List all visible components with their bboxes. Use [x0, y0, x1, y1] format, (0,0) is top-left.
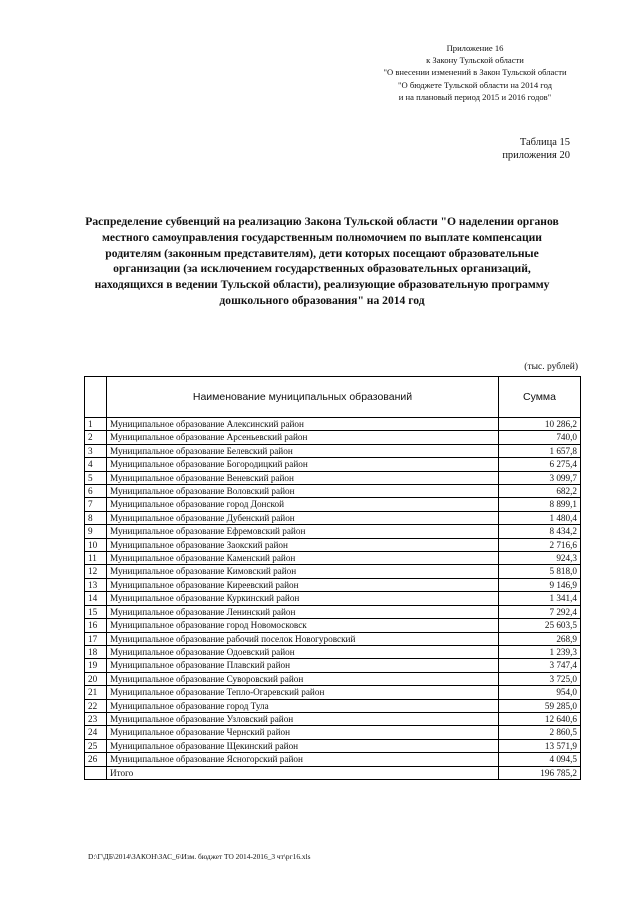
row-name: Муниципальное образование Одоевский район: [107, 645, 499, 658]
row-sum: 10 286,2: [499, 418, 581, 431]
row-sum: 8 899,1: [499, 498, 581, 511]
table-number: Таблица 15: [519, 137, 570, 148]
row-name: Муниципальное образование Плавский район: [107, 659, 499, 672]
row-name: Муниципальное образование Каменский район: [107, 552, 499, 565]
row-number: 6: [85, 485, 107, 498]
row-name: Муниципальное образование Куркинский район: [107, 592, 499, 605]
row-name: Муниципальное образование Заокский район: [107, 538, 499, 551]
total-label: Итого: [107, 766, 499, 779]
table-row: [85, 712, 581, 725]
row-name: Муниципальное образование рабочий поселок Новогуровский: [107, 632, 499, 645]
row-number: 11: [85, 552, 107, 565]
row-sum: 6 275,4: [499, 458, 581, 471]
row-name: Муниципальное образование Воловский район: [107, 485, 499, 498]
row-name: Муниципальное образование Дубенский район: [107, 511, 499, 524]
annex-line: "О внесении изменений в Закон Тульской области: [383, 67, 567, 78]
row-number: 8: [85, 511, 107, 524]
row-sum: 8 434,2: [499, 525, 581, 538]
row-name: Муниципальное образование Веневский район: [107, 471, 499, 484]
row-sum: 3 747,4: [499, 659, 581, 672]
row-number: 17: [85, 632, 107, 645]
row-number: 22: [85, 699, 107, 712]
annex-line: и на плановый период 2015 и 2016 годов": [398, 91, 552, 102]
units-label: (тыс. рублей): [524, 362, 578, 372]
row-number: 4: [85, 458, 107, 471]
table-row: [85, 471, 581, 484]
annex-line: к Закону Тульской области: [426, 55, 524, 66]
row-number: 9: [85, 525, 107, 538]
table-row: [85, 565, 581, 578]
row-name: Муниципальное образование Ленинский район: [107, 605, 499, 618]
distribution-table: [84, 376, 581, 780]
row-number: 19: [85, 659, 107, 672]
row-name: Муниципальное образование Ясногорский район: [107, 753, 499, 766]
row-sum: 1 657,8: [499, 444, 581, 457]
row-sum: 1 480,4: [499, 511, 581, 524]
table-row: [85, 659, 581, 672]
row-name: Муниципальное образование город Донской: [107, 498, 499, 511]
table-row: [85, 538, 581, 551]
row-sum: 25 603,5: [499, 619, 581, 632]
row-name: Муниципальное образование Ефремовский район: [107, 525, 499, 538]
row-number: 16: [85, 619, 107, 632]
row-number: 2: [85, 431, 107, 444]
annex-reference: [360, 42, 590, 103]
header-number: [85, 377, 107, 418]
row-sum: 5 818,0: [499, 565, 581, 578]
row-number: 14: [85, 592, 107, 605]
row-name: Муниципальное образование Белевский район: [107, 444, 499, 457]
row-name: Муниципальное образование Тепло-Огаревский район: [107, 686, 499, 699]
table-row: [85, 458, 581, 471]
row-sum: 268,9: [499, 632, 581, 645]
row-sum: 59 285,0: [499, 699, 581, 712]
header-sum: Сумма: [499, 377, 581, 418]
row-number: 3: [85, 444, 107, 457]
total-sum: 196 785,2: [499, 766, 581, 779]
row-sum: 1 341,4: [499, 592, 581, 605]
total-number: [85, 766, 107, 779]
table-row: [85, 699, 581, 712]
row-number: 12: [85, 565, 107, 578]
row-sum: 2 860,5: [499, 726, 581, 739]
total-row: [85, 766, 581, 779]
table-header-row: [85, 377, 581, 418]
row-number: 21: [85, 686, 107, 699]
table-row: [85, 726, 581, 739]
row-name: Муниципальное образование Киреевский район: [107, 578, 499, 591]
row-sum: 1 239,3: [499, 645, 581, 658]
row-name: Муниципальное образование Кимовский район: [107, 565, 499, 578]
row-sum: 954,0: [499, 686, 581, 699]
row-sum: 2 716,6: [499, 538, 581, 551]
row-number: 23: [85, 712, 107, 725]
row-name: Муниципальное образование Суворовский район: [107, 672, 499, 685]
row-sum: 682,2: [499, 485, 581, 498]
table-row: [85, 753, 581, 766]
row-name: Муниципальное образование Щекинский район: [107, 739, 499, 752]
row-name: Муниципальное образование город Новомосковск: [107, 619, 499, 632]
table-row: [85, 525, 581, 538]
document-title: Распределение субвенций на реализацию Закона Тульской области "О наделении органов местного самоуправления государственным полномочием по выплате компенсации родителям (законным представителям), дети которых посещают образовательные организации (за исключением государственных образовательных организаций, находящихся в ведении Тульской области), реализующие образовательную программу дошкольного образования" на 2014 год: [85, 215, 559, 307]
row-number: 20: [85, 672, 107, 685]
row-number: 7: [85, 498, 107, 511]
row-sum: 9 146,9: [499, 578, 581, 591]
table-row: [85, 444, 581, 457]
row-number: 18: [85, 645, 107, 658]
row-sum: 3 725,0: [499, 672, 581, 685]
table-reference: [470, 136, 570, 162]
row-sum: 13 571,9: [499, 739, 581, 752]
table-row: [85, 645, 581, 658]
header-name: Наименование муниципальных образований: [107, 377, 499, 418]
table-annex: приложения 20: [502, 150, 570, 161]
row-sum: 12 640,6: [499, 712, 581, 725]
file-path-footer: D:\Г\ДБ\2014\ЗАКОН\ЗАС_6\Изм. бюджет ТО 2014-2016_3 чт\рг16.xls: [88, 852, 311, 861]
table-row: [85, 605, 581, 618]
row-name: Муниципальное образование Богородицкий район: [107, 458, 499, 471]
table-row: [85, 498, 581, 511]
row-number: 10: [85, 538, 107, 551]
table-row: [85, 686, 581, 699]
table-row: [85, 592, 581, 605]
row-sum: 740,0: [499, 431, 581, 444]
row-number: 26: [85, 753, 107, 766]
annex-line: Приложение 16: [446, 43, 504, 53]
row-sum: 924,3: [499, 552, 581, 565]
row-sum: 4 094,5: [499, 753, 581, 766]
table-row: [85, 672, 581, 685]
table-row: [85, 552, 581, 565]
row-name: Муниципальное образование город Тула: [107, 699, 499, 712]
row-name: Муниципальное образование Узловский район: [107, 712, 499, 725]
row-number: 5: [85, 471, 107, 484]
row-sum: 3 099,7: [499, 471, 581, 484]
row-name: Муниципальное образование Арсеньевский район: [107, 431, 499, 444]
table-body: [85, 418, 581, 780]
table-row: [85, 418, 581, 431]
row-number: 1: [85, 418, 107, 431]
table-row: [85, 739, 581, 752]
table-row: [85, 511, 581, 524]
row-number: 15: [85, 605, 107, 618]
annex-line: "О бюджете Тульской области на 2014 год: [398, 79, 552, 90]
row-name: Муниципальное образование Алексинский район: [107, 418, 499, 431]
table-row: [85, 485, 581, 498]
table-row: [85, 431, 581, 444]
row-name: Муниципальное образование Чернский район: [107, 726, 499, 739]
table-row: [85, 632, 581, 645]
table-row: [85, 578, 581, 591]
row-number: 25: [85, 739, 107, 752]
table-row: [85, 619, 581, 632]
row-sum: 7 292,4: [499, 605, 581, 618]
row-number: 24: [85, 726, 107, 739]
row-number: 13: [85, 578, 107, 591]
